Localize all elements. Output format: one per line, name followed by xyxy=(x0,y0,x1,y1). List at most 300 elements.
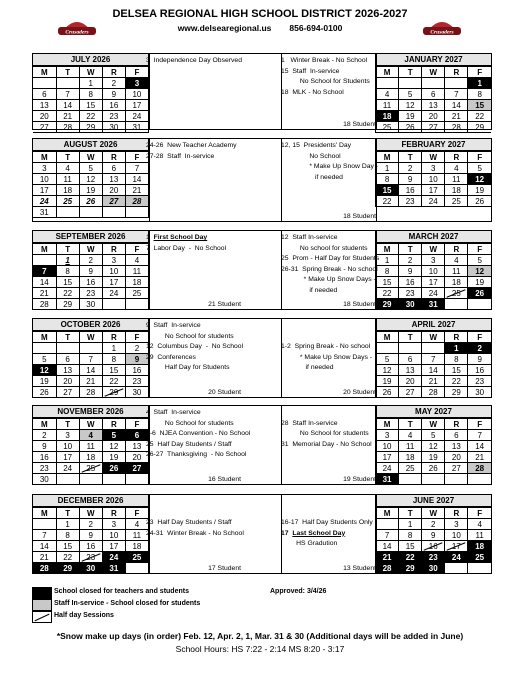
day-cell xyxy=(445,122,468,133)
day-cell xyxy=(56,111,79,122)
day-cell xyxy=(445,163,468,174)
event-text: 26-31 Spring Break - No school xyxy=(281,265,378,273)
day-number: 15 xyxy=(109,365,119,375)
day-number: 8 xyxy=(477,89,482,99)
event-line xyxy=(281,244,368,255)
day-number: 19 xyxy=(405,111,415,121)
day-cell xyxy=(376,288,399,299)
month-calendar xyxy=(33,54,149,133)
day-cell xyxy=(376,174,399,185)
day-cell xyxy=(399,452,422,463)
day-number: 23 xyxy=(39,463,49,473)
day-cell xyxy=(125,541,148,552)
day-number: 26 xyxy=(405,122,415,132)
event-text: 5-6 NJEA Convention - No School xyxy=(146,430,251,437)
day-number: 5 xyxy=(407,89,413,99)
event-line xyxy=(146,321,201,332)
event-text: No School for students xyxy=(146,332,234,340)
day-cell xyxy=(399,519,422,530)
day-number: 30 xyxy=(86,563,96,573)
student-day-count: 17 Student xyxy=(208,565,241,572)
day-number: 15 xyxy=(86,100,96,110)
day-cell xyxy=(445,530,468,541)
weekday-header: M xyxy=(33,152,56,163)
day-number: 15 xyxy=(382,277,392,287)
month-title: DECEMBER 2026 xyxy=(33,495,149,507)
day-number: 14 xyxy=(428,365,438,375)
weekday-header: F xyxy=(468,508,491,519)
day-number: 10 xyxy=(109,530,119,540)
day-cell xyxy=(125,174,148,185)
event-line xyxy=(146,450,246,461)
day-number: 2 xyxy=(407,163,413,173)
day-number: 9 xyxy=(134,354,140,364)
day-cell xyxy=(399,255,422,266)
day-number: 22 xyxy=(475,111,485,121)
day-cell xyxy=(125,255,148,266)
weekday-header: R xyxy=(445,244,468,255)
legend-half xyxy=(32,610,252,622)
day-cell xyxy=(79,78,102,89)
day-number: 22 xyxy=(382,196,392,206)
day-cell xyxy=(33,196,56,207)
month-calendar xyxy=(33,139,149,218)
day-cell xyxy=(445,387,468,398)
event-text: 23 Half Day Students / Staff xyxy=(146,519,232,526)
day-number: 26 xyxy=(86,196,96,206)
event-line xyxy=(146,342,243,353)
day-cell xyxy=(102,530,125,541)
day-number: 10 xyxy=(39,174,49,184)
day-cell xyxy=(102,255,125,266)
month-calendar xyxy=(375,319,491,398)
day-cell xyxy=(399,89,422,100)
day-cell xyxy=(125,196,148,207)
day-cell xyxy=(399,185,422,196)
day-number: 2 xyxy=(431,519,436,529)
day-number: 13 xyxy=(39,100,49,110)
month-grid xyxy=(33,507,149,574)
event-text: No School for students xyxy=(146,419,234,427)
day-number: 18 xyxy=(132,541,142,551)
day-cell xyxy=(468,387,491,398)
day-number: 2 xyxy=(88,519,93,529)
day-number: 28 xyxy=(132,196,142,206)
day-cell xyxy=(399,100,422,111)
day-number: 1 xyxy=(477,78,482,88)
event-text: 3 Independence Day Observed xyxy=(146,57,242,64)
day-cell xyxy=(102,277,125,288)
day-number: 1 xyxy=(384,163,390,173)
day-number: 22 xyxy=(86,111,96,121)
day-cell xyxy=(102,387,125,398)
day-cell xyxy=(56,78,79,89)
day-number: 25 xyxy=(132,288,142,298)
day-cell xyxy=(376,563,399,574)
day-cell xyxy=(33,365,56,376)
weekday-header: W xyxy=(422,152,445,163)
day-cell xyxy=(445,354,468,365)
weekday-header: M xyxy=(376,244,399,255)
day-cell xyxy=(79,541,102,552)
day-number: 24 xyxy=(428,288,438,298)
day-cell xyxy=(422,343,445,354)
day-cell xyxy=(422,354,445,365)
website-link[interactable]: www.delsearegional.us xyxy=(177,23,272,33)
day-cell xyxy=(56,452,79,463)
day-cell xyxy=(33,185,56,196)
month-grid xyxy=(375,151,491,207)
day-cell xyxy=(422,288,445,299)
day-cell xyxy=(79,376,102,387)
day-cell xyxy=(125,277,148,288)
event-line xyxy=(146,353,196,364)
day-cell xyxy=(102,89,125,100)
day-number: 8 xyxy=(65,266,70,276)
day-number: 23 xyxy=(132,376,142,386)
day-cell xyxy=(445,266,468,277)
event-text: 25 Prom - Half Day for Students xyxy=(281,255,380,262)
weekday-header: R xyxy=(102,508,125,519)
day-cell xyxy=(79,530,102,541)
day-cell xyxy=(445,89,468,100)
day-cell xyxy=(445,474,468,485)
day-cell xyxy=(422,519,445,530)
day-number: 2 xyxy=(111,78,117,88)
day-number: 28 xyxy=(428,387,438,397)
day-cell xyxy=(376,387,399,398)
day-cell xyxy=(468,266,491,277)
day-cell xyxy=(399,541,422,552)
weekday-header: W xyxy=(79,332,102,343)
day-number: 25 xyxy=(382,122,392,132)
event-text: 31 Memorial Day - No School xyxy=(281,440,372,448)
day-number: 13 xyxy=(109,174,119,184)
day-number: 14 xyxy=(39,277,49,287)
day-number: 18 xyxy=(132,277,142,287)
day-cell xyxy=(102,552,125,563)
month-calendar xyxy=(375,139,491,207)
day-number: 18 xyxy=(475,541,485,551)
day-cell xyxy=(422,266,445,277)
day-number: 7 xyxy=(454,89,459,99)
day-number: 6 xyxy=(111,163,117,173)
day-number: 16 xyxy=(86,541,96,551)
event-line xyxy=(146,429,250,440)
day-cell xyxy=(399,111,422,122)
weekday-header: W xyxy=(79,152,102,163)
day-number: 28 xyxy=(451,122,461,132)
weekday-header: T xyxy=(56,332,79,343)
day-cell xyxy=(125,552,148,563)
day-number: 22 xyxy=(382,288,392,298)
day-number: 3 xyxy=(384,430,390,440)
school-hours: School Hours: HS 7:22 - 2:14 MS 8:20 - 3:17 xyxy=(175,644,345,654)
event-line xyxy=(281,265,378,276)
day-number: 12 xyxy=(475,266,485,276)
snow-makeup-note: *Snow make up days (in order) Feb. 12, Apr. 2, 1, Mar. 31 & 30 (Additional days will be added in June) xyxy=(56,631,464,641)
day-cell xyxy=(422,541,445,552)
event-line xyxy=(146,408,201,419)
event-text: 27-28 Staff In-service xyxy=(146,152,215,160)
day-cell xyxy=(468,365,491,376)
day-number: 7 xyxy=(88,354,93,364)
day-number: 21 xyxy=(63,111,73,121)
day-number: 11 xyxy=(452,174,461,184)
day-cell xyxy=(33,519,56,530)
day-number: 27 xyxy=(109,196,119,206)
day-cell xyxy=(102,452,125,463)
day-number: 9 xyxy=(477,354,482,364)
day-number: 29 xyxy=(451,387,461,397)
day-number: 30 xyxy=(39,474,49,484)
event-text: 26-27 Thanksgiving - No School xyxy=(146,451,247,458)
day-number: 11 xyxy=(63,174,72,184)
day-number: 24 xyxy=(451,552,461,562)
weekday-header: F xyxy=(125,332,148,343)
weekday-header: F xyxy=(125,67,148,78)
event-text: Half Day for Students xyxy=(146,364,230,371)
month-grid xyxy=(33,331,149,398)
day-number: 26 xyxy=(475,288,485,298)
day-number: 11 xyxy=(452,266,461,276)
day-cell xyxy=(33,255,56,266)
day-cell xyxy=(399,266,422,277)
weekday-header: T xyxy=(56,508,79,519)
day-cell xyxy=(56,376,79,387)
event-highlight: Last School Day xyxy=(292,529,346,537)
phone-number: 856-694-0100 xyxy=(289,23,343,33)
day-cell xyxy=(468,474,491,485)
event-text: No School xyxy=(281,152,341,160)
day-cell xyxy=(56,196,79,207)
day-cell xyxy=(445,288,468,299)
day-number: 9 xyxy=(42,441,47,451)
day-cell xyxy=(79,299,102,310)
day-cell xyxy=(56,474,79,485)
day-number: 24 xyxy=(132,111,142,121)
day-number: 23 xyxy=(428,552,438,562)
day-cell xyxy=(376,365,399,376)
day-cell xyxy=(399,343,422,354)
day-cell xyxy=(102,174,125,185)
day-cell xyxy=(422,174,445,185)
day-cell xyxy=(33,430,56,441)
day-number: 17 xyxy=(382,452,392,462)
day-cell xyxy=(56,541,79,552)
day-cell xyxy=(399,163,422,174)
day-cell xyxy=(445,111,468,122)
day-cell xyxy=(125,185,148,196)
day-cell xyxy=(102,299,125,310)
event-line xyxy=(281,518,373,529)
event-line xyxy=(281,419,338,430)
month-grid xyxy=(33,151,149,218)
day-cell xyxy=(445,452,468,463)
day-number: 17 xyxy=(132,100,142,110)
weekday-header: M xyxy=(376,67,399,78)
month-grid xyxy=(33,66,149,133)
contact-line xyxy=(0,23,520,33)
day-cell xyxy=(376,277,399,288)
day-number: 4 xyxy=(454,163,459,173)
day-cell xyxy=(56,441,79,452)
legend-closed-label: School closed for teachers and students xyxy=(54,588,189,595)
day-number: 27 xyxy=(63,387,73,397)
day-cell xyxy=(445,552,468,563)
event-line xyxy=(281,233,338,244)
day-number: 17 xyxy=(428,277,438,287)
day-cell xyxy=(468,430,491,441)
day-number: 3 xyxy=(111,519,117,529)
day-number: 27 xyxy=(405,387,415,397)
day-number: 24 xyxy=(39,196,49,206)
event-line xyxy=(146,440,232,451)
day-cell xyxy=(125,207,148,218)
day-cell xyxy=(445,376,468,387)
day-number: 2 xyxy=(42,430,47,440)
day-cell xyxy=(422,277,445,288)
day-number: 31 xyxy=(109,563,119,573)
day-number: 28 xyxy=(39,299,49,309)
weekday-header: M xyxy=(376,152,399,163)
weekday-header: W xyxy=(79,67,102,78)
day-cell xyxy=(422,552,445,563)
event-text: 24-31 Winter Break - No School xyxy=(146,529,244,537)
weekday-header: T xyxy=(56,419,79,430)
day-number: 9 xyxy=(431,530,436,540)
day-cell xyxy=(422,89,445,100)
day-cell xyxy=(422,163,445,174)
day-number: 16 xyxy=(405,185,415,195)
day-cell xyxy=(468,163,491,174)
day-number: 22 xyxy=(63,552,73,562)
day-cell xyxy=(33,452,56,463)
month-calendar xyxy=(33,231,149,310)
day-number: 30 xyxy=(86,299,96,309)
event-text: HS Gradution xyxy=(281,540,338,547)
weekday-header: W xyxy=(422,67,445,78)
event-line xyxy=(281,429,369,440)
day-number: 30 xyxy=(109,122,119,132)
day-number: 25 xyxy=(405,463,415,473)
day-number: 26 xyxy=(382,387,392,397)
weekday-header: W xyxy=(79,508,102,519)
day-cell xyxy=(468,452,491,463)
day-cell xyxy=(102,122,125,133)
day-number: 3 xyxy=(431,255,436,265)
day-number: 31 xyxy=(39,207,49,217)
weekday-header: F xyxy=(468,244,491,255)
day-cell xyxy=(56,463,79,474)
day-number: 27 xyxy=(132,463,142,473)
day-number: 10 xyxy=(63,441,73,451)
day-number: 3 xyxy=(42,163,47,173)
weekday-header: W xyxy=(79,244,102,255)
day-cell xyxy=(56,255,79,266)
day-cell xyxy=(79,552,102,563)
day-number: 20 xyxy=(451,452,461,462)
half-day-swatch xyxy=(32,611,52,623)
event-line xyxy=(281,88,344,99)
day-cell xyxy=(79,277,102,288)
day-cell xyxy=(125,563,148,574)
day-number: 25 xyxy=(86,463,96,473)
day-number: 14 xyxy=(39,541,49,551)
day-cell xyxy=(376,541,399,552)
day-cell xyxy=(376,354,399,365)
day-number: 31 xyxy=(132,122,142,132)
event-line xyxy=(146,233,207,244)
day-cell xyxy=(56,519,79,530)
day-cell xyxy=(399,196,422,207)
day-number: 4 xyxy=(134,255,140,265)
day-cell xyxy=(422,452,445,463)
day-number: 21 xyxy=(132,185,142,195)
day-cell xyxy=(376,552,399,563)
day-cell xyxy=(376,430,399,441)
day-cell xyxy=(468,463,491,474)
day-number: 13 xyxy=(428,100,438,110)
day-cell xyxy=(125,474,148,485)
day-cell xyxy=(468,343,491,354)
day-cell xyxy=(468,122,491,133)
day-cell xyxy=(468,78,491,89)
day-number: 5 xyxy=(88,163,93,173)
day-number: 29 xyxy=(63,299,73,309)
day-number: 12 xyxy=(86,174,96,184)
day-number: 20 xyxy=(39,111,49,121)
day-cell xyxy=(468,111,491,122)
day-number: 16 xyxy=(109,100,119,110)
day-number: 21 xyxy=(86,376,96,386)
day-number: 14 xyxy=(132,174,142,184)
day-number: 6 xyxy=(454,430,459,440)
day-number: 19 xyxy=(382,376,392,386)
day-number: 9 xyxy=(111,89,117,99)
day-cell xyxy=(376,299,399,310)
month-pair-block xyxy=(32,405,492,485)
day-cell xyxy=(376,343,399,354)
day-cell xyxy=(399,354,422,365)
day-number: 4 xyxy=(384,89,390,99)
day-number: 1 xyxy=(384,255,390,265)
day-cell xyxy=(422,530,445,541)
day-number: 23 xyxy=(86,552,96,562)
month-calendar xyxy=(375,231,491,310)
month-pair-block xyxy=(32,318,492,398)
day-number: 16 xyxy=(475,365,485,375)
day-number: 18 xyxy=(451,185,461,195)
day-cell xyxy=(102,100,125,111)
day-cell xyxy=(79,185,102,196)
event-line xyxy=(281,162,378,173)
day-cell xyxy=(468,541,491,552)
day-number: 20 xyxy=(428,111,438,121)
weekday-header: R xyxy=(102,67,125,78)
day-cell xyxy=(399,430,422,441)
day-number: 17 xyxy=(63,452,73,462)
day-cell xyxy=(468,563,491,574)
weekday-header: R xyxy=(445,67,468,78)
month-pair-block xyxy=(32,494,492,574)
month-title: JUNE 2027 xyxy=(375,495,491,507)
day-cell xyxy=(399,277,422,288)
legend-half-label: Half day Sessions xyxy=(54,612,114,619)
day-number: 8 xyxy=(384,266,390,276)
day-cell xyxy=(56,100,79,111)
legend-inservice-label: Staff In-service - School closed for students xyxy=(54,600,201,607)
